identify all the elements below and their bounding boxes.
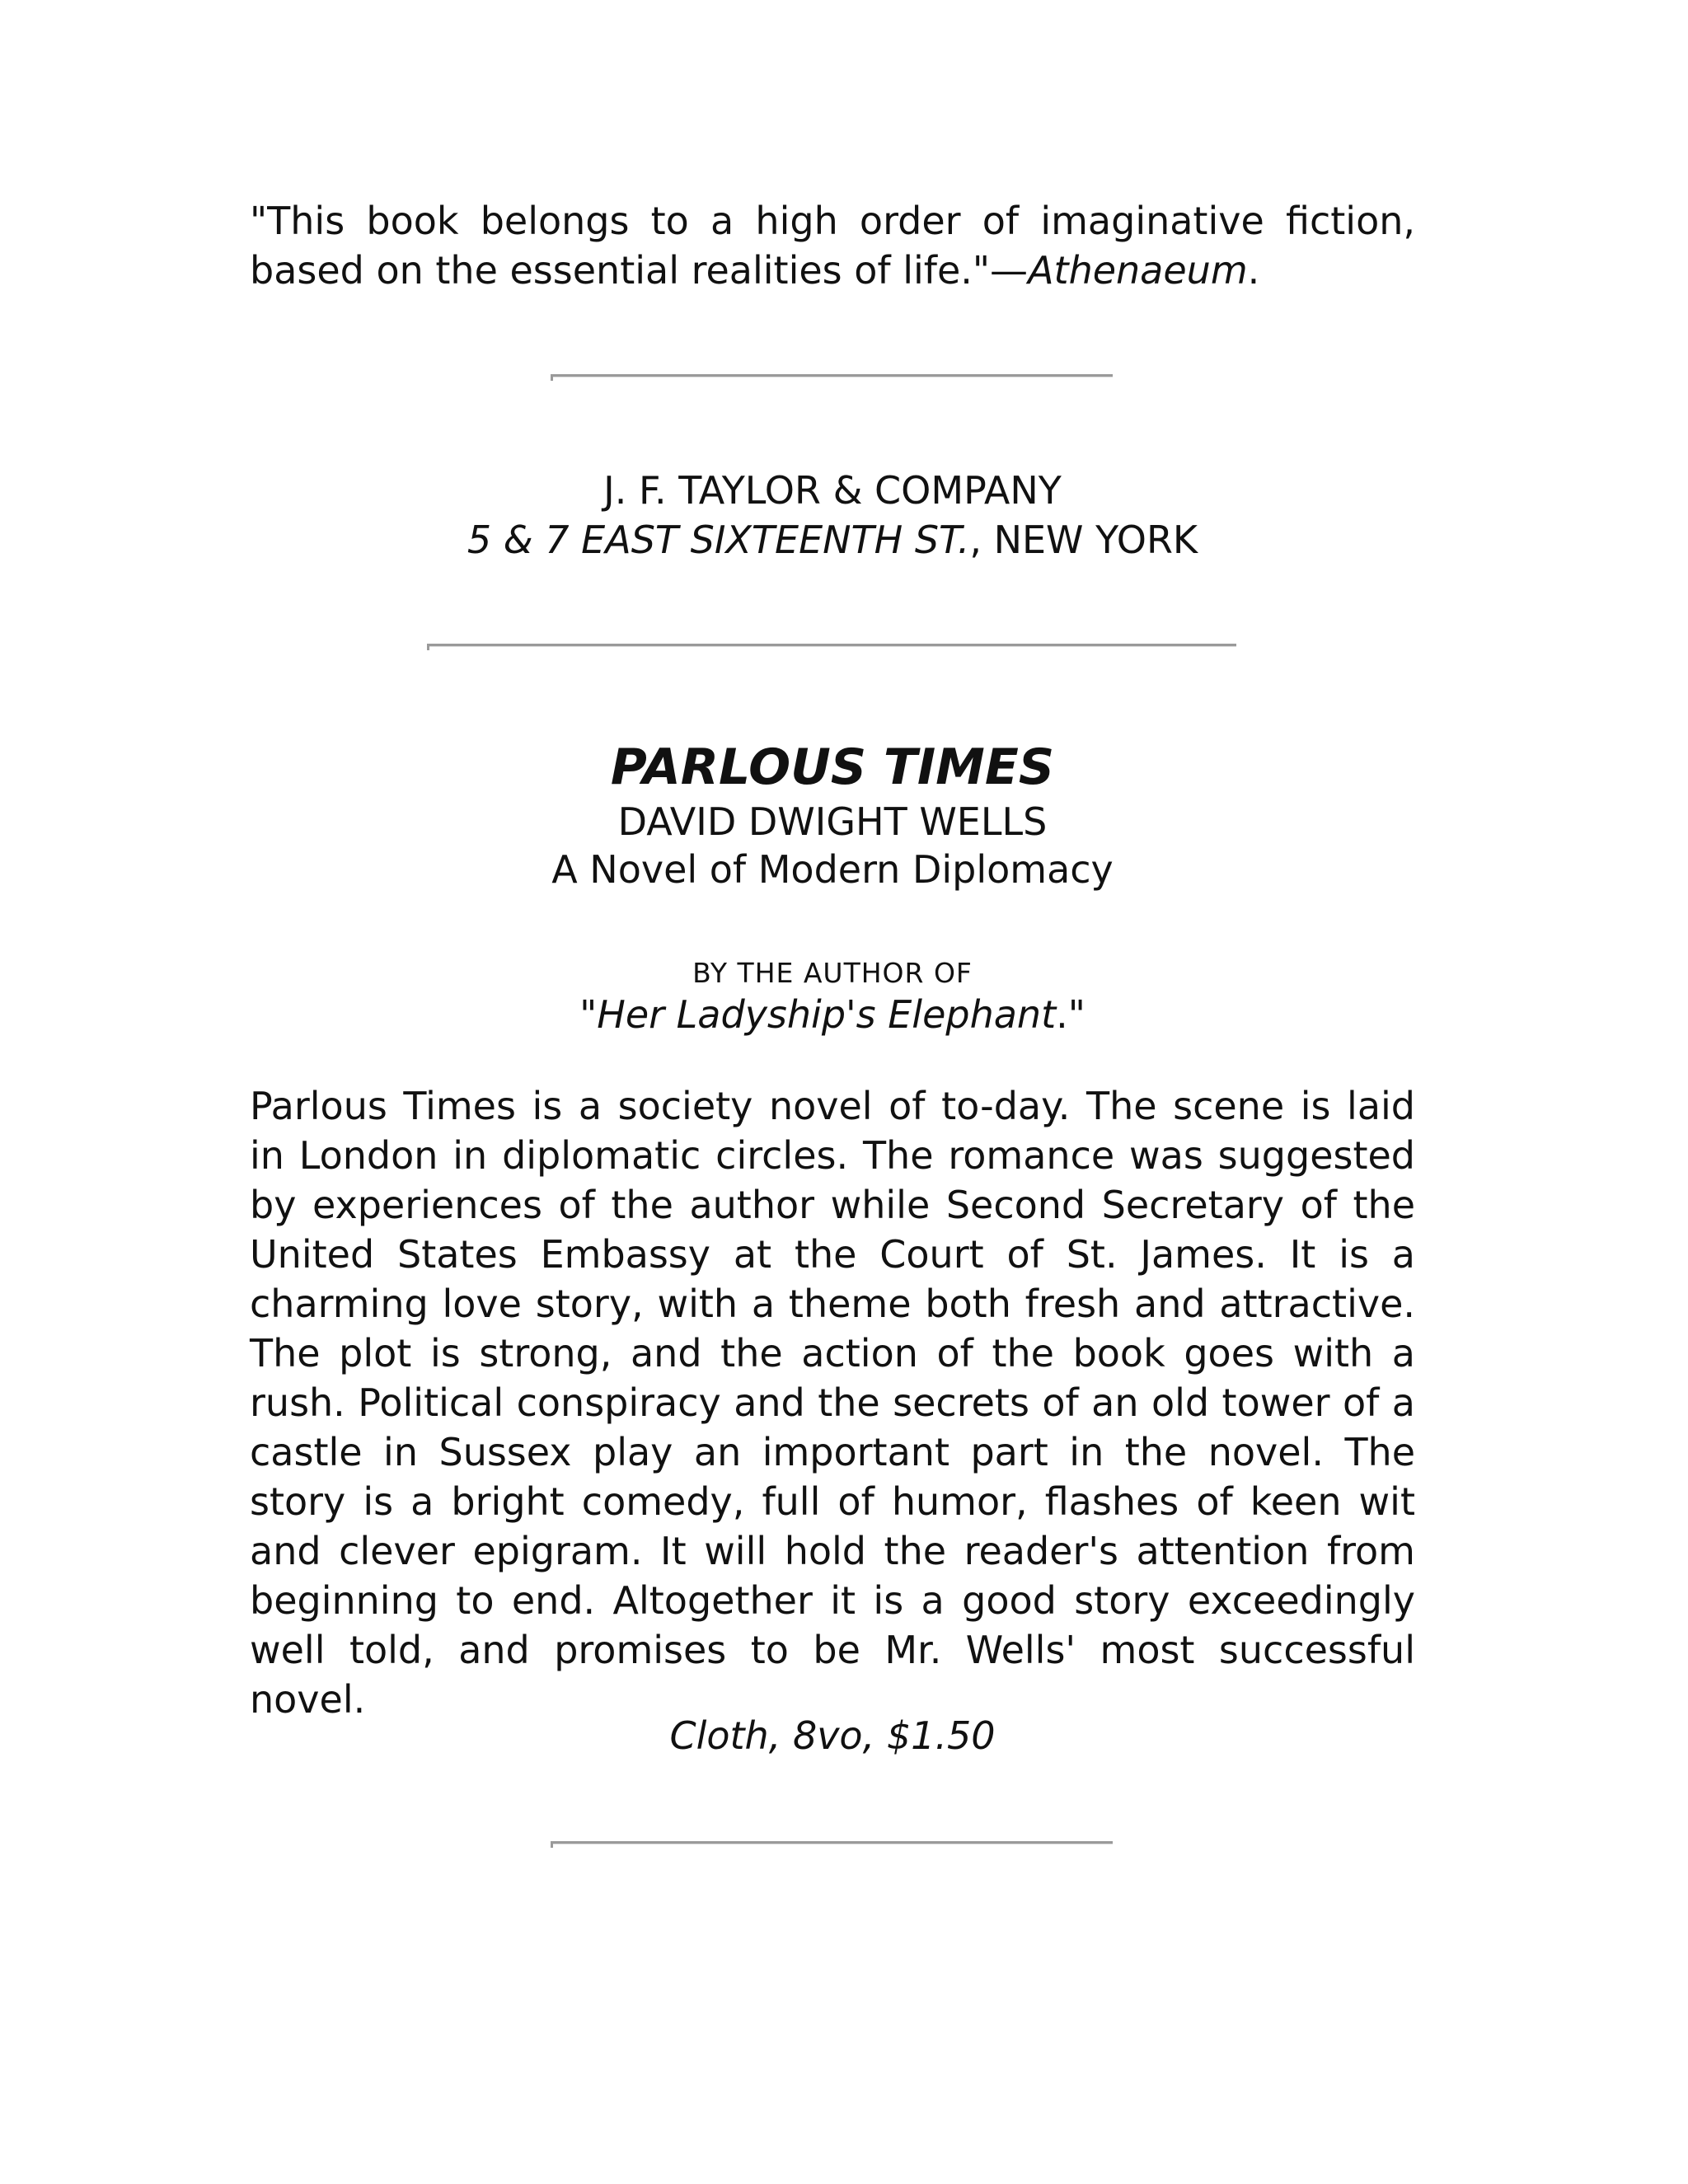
publisher-address-street: 5 & 7 EAST SIXTEENTH ST. [467,518,970,562]
previous-work-open: " [579,992,598,1037]
quote-end: . [1247,248,1260,293]
divider-rule [427,644,1236,647]
publisher-name: J. F. TAYLOR & COMPANY [603,468,1062,513]
book-heading [250,737,1415,893]
publisher-address [250,515,1415,565]
book-price: Cloth, 8vo, $1.50 [669,1713,996,1758]
publisher-address-city: , NEW YORK [969,518,1198,562]
book-subtitle: A Novel of Modern Diplomacy [551,847,1114,892]
previous-work [250,991,1415,1038]
divider-rule [551,374,1113,377]
previous-work-title: Her Ladyship's Elephant [597,992,1057,1037]
previous-work-close: ." [1056,992,1085,1037]
quote-source: Athenaeum [1028,248,1248,293]
book-description: Parlous Times is a society novel of to-day. The scene is laid in London in diplomatic circles. The romance was suggested by experiences of the author while Second Secretary of the United States Embassy at the Court of St. James. It is a charming love story, with a theme both fresh and attractive. The plot is strong, and the action of the book goes with a rush. Political conspiracy and the secrets of an old tower of a castle in Sussex play an important part in the novel. The story is a bright comedy, full of humor, flashes of keen wit and clever epigram. It will hold the reader's attention from beginning to end. Altogether it is a good story exceedingly well told, and promises to be Mr. Wells' most successful novel. [250,1084,1415,1722]
review-quote [250,196,1415,295]
byline: BY THE AUTHOR OF [692,957,973,989]
previous-work-block [250,956,1415,1038]
divider-rule [551,1841,1113,1844]
quote-text: "This book belongs to a high order of imaginative fiction, based on the essential realities of life."— [250,199,1415,293]
publisher-block [250,466,1415,565]
book-title: PARLOUS TIMES [610,738,1055,796]
book-author: DAVID DWIGHT WELLS [617,799,1048,844]
